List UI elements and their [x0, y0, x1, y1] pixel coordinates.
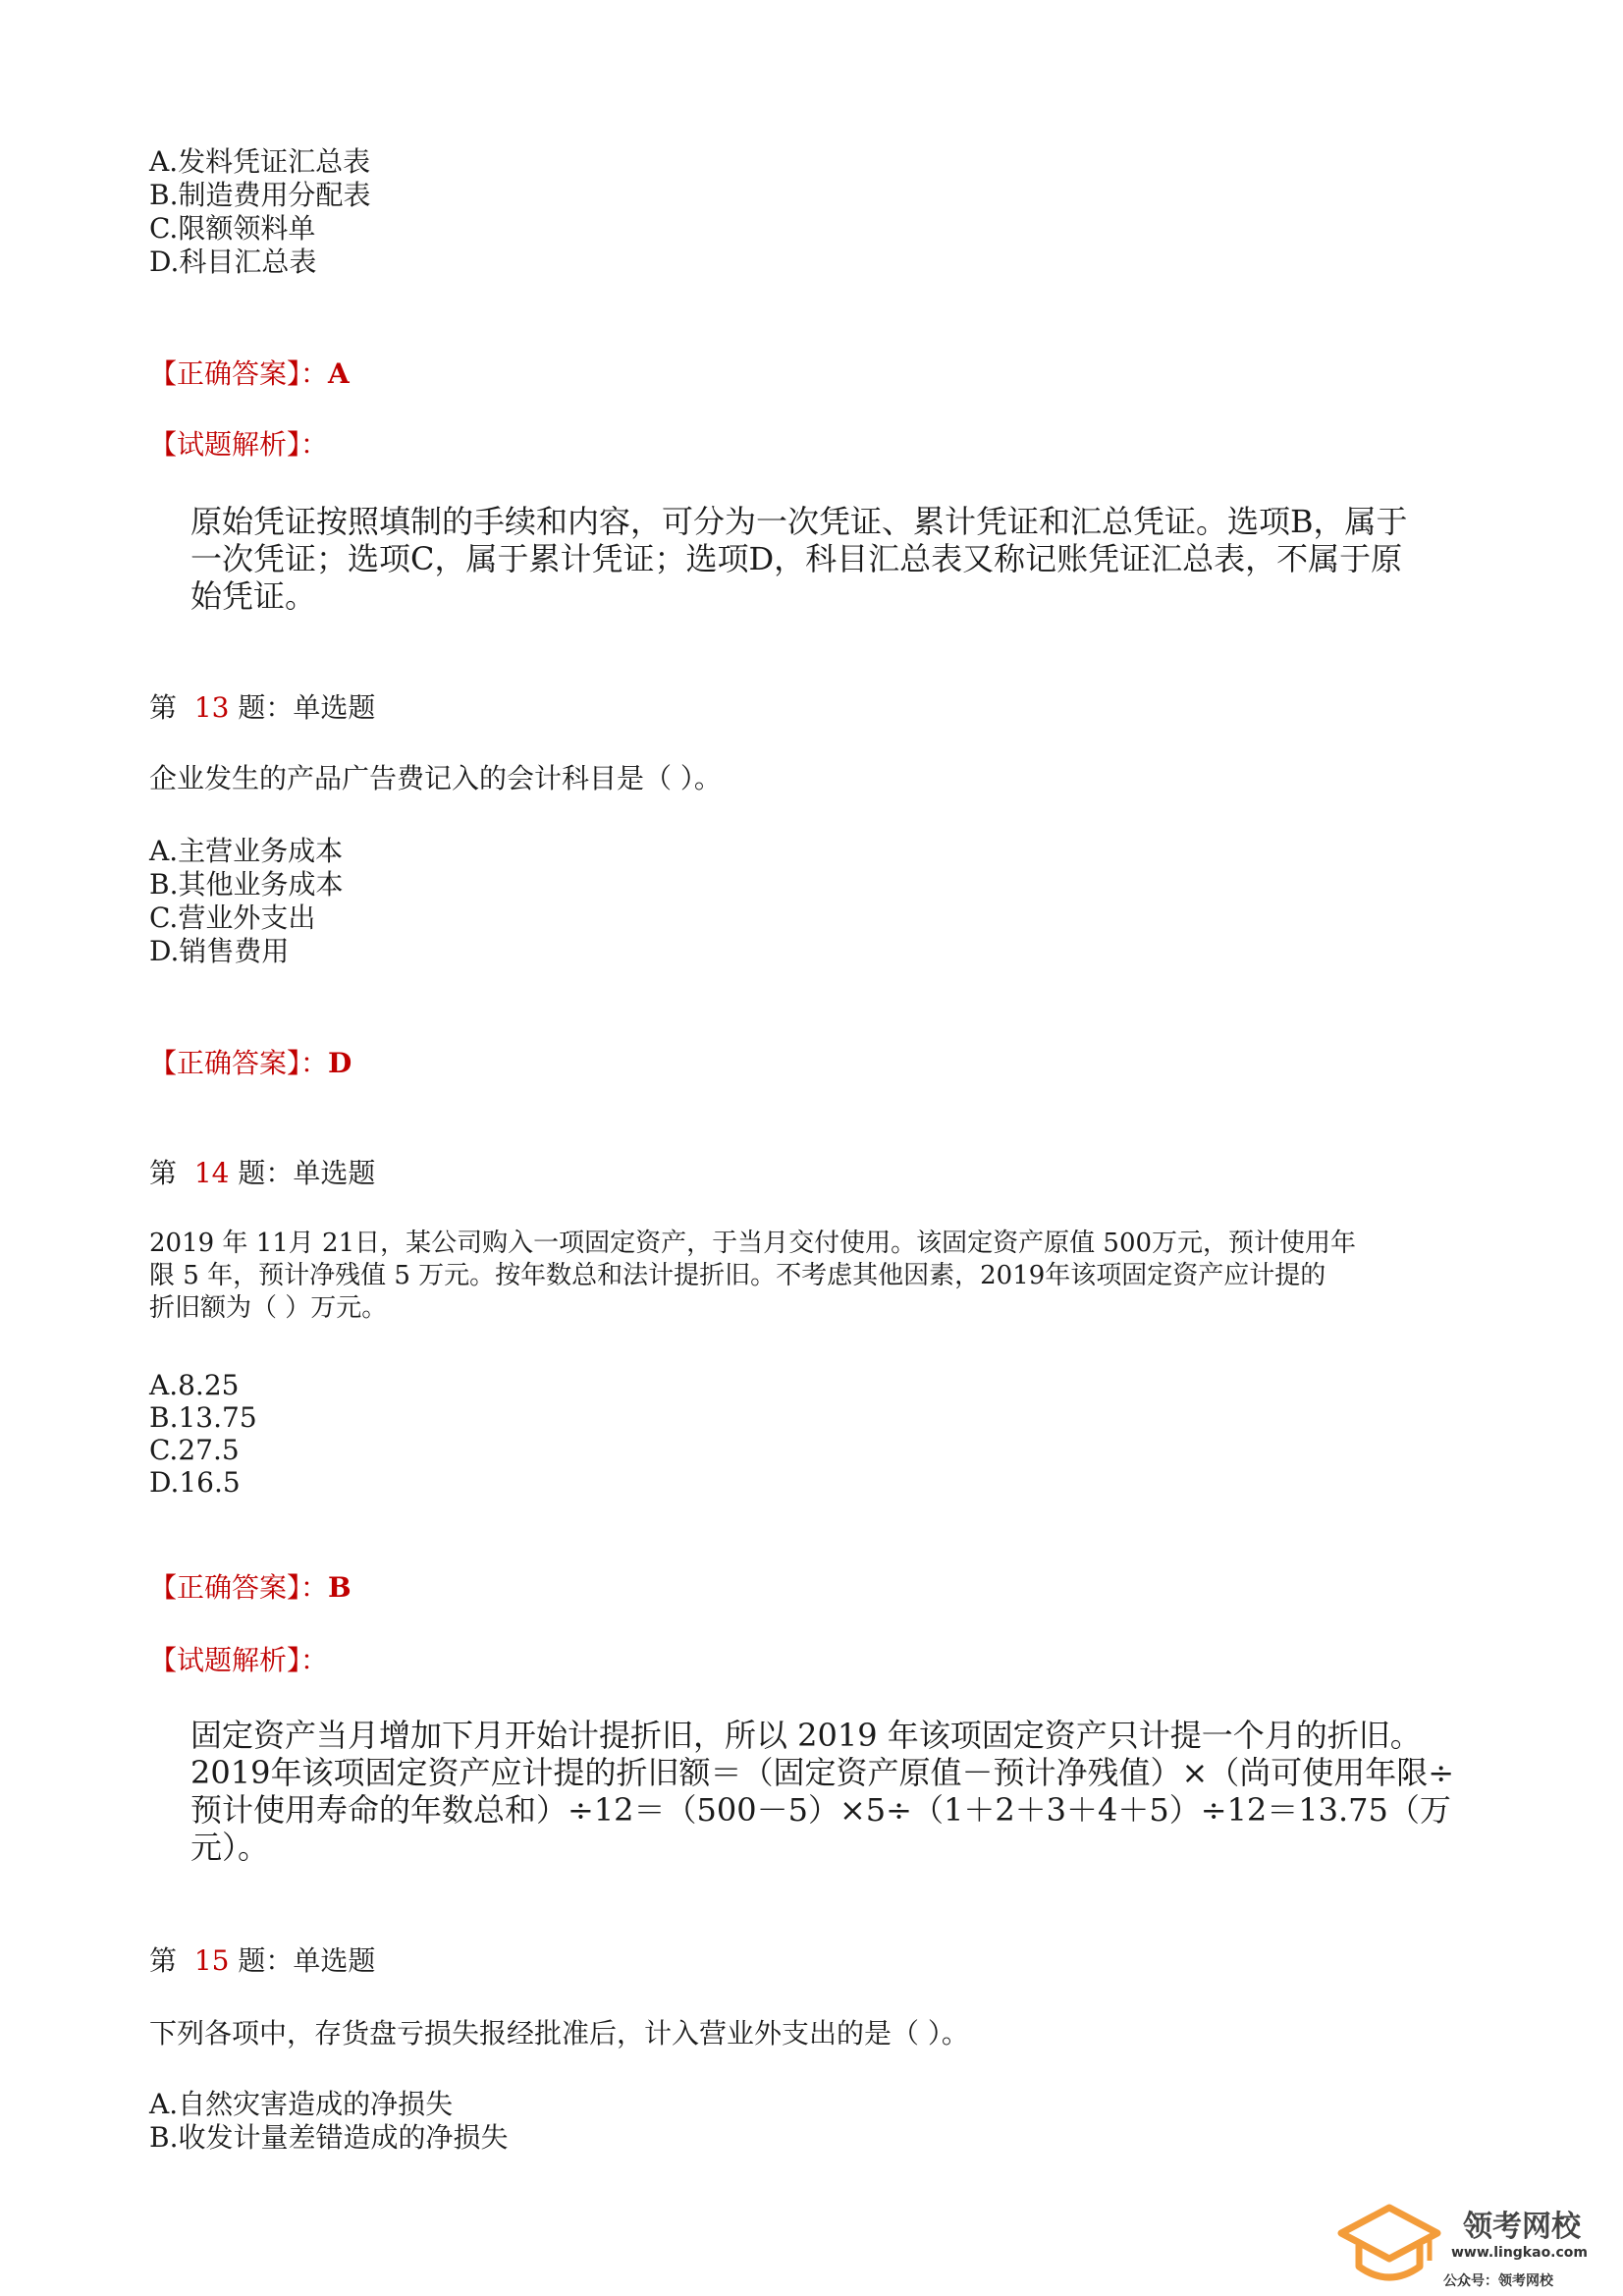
lingkao-logo [1335, 2200, 1591, 2290]
q14-stem-line: 折旧额为（ ）万元。 [149, 1293, 388, 1323]
q15-stem-text: 下列各项中，存货盘亏损失报经批准后，计入营业外支出的是（ ）。 [149, 2017, 969, 2050]
q14-analysis-label: 【试题解析】： [149, 1644, 329, 1676]
q15-option-a: A.自然灾害造成的净损失 [149, 2088, 454, 2120]
logo-public-account: 公众号：领考网校 [1443, 2273, 1553, 2289]
graduation-cap-icon [1335, 2200, 1443, 2290]
q12-answer-value: A [328, 357, 350, 390]
q15-suffix: 题：单选题 [238, 1944, 376, 1977]
q13-heading [149, 691, 375, 725]
q14-option-a: A.8.25 [149, 1369, 240, 1401]
q14-option-b: B.13.75 [149, 1401, 257, 1434]
q15-option-b: B.收发计量差错造成的净损失 [149, 2121, 509, 2154]
q14-stem [149, 1228, 1356, 1325]
q13-option-d: D.销售费用 [149, 935, 290, 967]
q14-analysis-line: 固定资产当月增加下月开始计提折旧，所以 2019 年该项固定资产只计提一个月的折旧。 [190, 1717, 1422, 1754]
q12-option-a: A.发料凭证汇总表 [149, 145, 371, 178]
q12-analysis-line: 原始凭证按照填制的手续和内容，可分为一次凭证、累计凭证和汇总凭证。选项B，属于 [190, 503, 1408, 540]
q13-number: 13 [193, 691, 230, 724]
q14-answer [149, 1571, 352, 1605]
q12-analysis-label: 【试题解析】： [149, 428, 329, 461]
q14-stem-line: 2019 年 11月 21日，某公司购入一项固定资产，于当月交付使用。该固定资产原值 500万元，预计使用年 [149, 1229, 1357, 1258]
q14-prefix: 第 [149, 1157, 178, 1189]
q14-option-c: C.27.5 [149, 1434, 240, 1466]
q12-option-b: B.制造费用分配表 [149, 179, 371, 211]
q12-analysis-line: 一次凭证；选项C，属于累计凭证；选项D，科目汇总表又称记账凭证汇总表，不属于原 [190, 540, 1403, 577]
q13-prefix: 第 [149, 691, 178, 724]
q12-option-d: D.科目汇总表 [149, 246, 317, 278]
q13-option-c: C.营业外支出 [149, 902, 316, 934]
q13-answer-label: 【正确答案】： [149, 1047, 329, 1079]
q14-heading [149, 1157, 375, 1190]
q12-analysis-line: 始凭证。 [190, 577, 317, 615]
q12-answer-label: 【正确答案】： [149, 357, 329, 390]
q15-heading [149, 1944, 375, 1978]
q14-analysis-line: 预计使用寿命的年数总和）÷12＝（500－5）×5÷（1＋2＋3＋4＋5）÷12＝13.75（万 [190, 1791, 1451, 1829]
q12-answer [149, 357, 350, 391]
q12-analysis-text [190, 503, 1487, 615]
q14-analysis-text [190, 1717, 1487, 1866]
q13-option-b: B.其他业务成本 [149, 868, 344, 901]
q14-analysis-line: 元）。 [190, 1829, 270, 1866]
q15-stem [149, 2017, 969, 2050]
q14-number: 14 [193, 1157, 230, 1189]
q14-option-d: D.16.5 [149, 1466, 241, 1499]
logo-url: www.lingkao.com [1451, 2245, 1589, 2261]
q12-option-c: C.限额领料单 [149, 212, 316, 245]
q14-suffix: 题：单选题 [238, 1157, 376, 1189]
q15-prefix: 第 [149, 1944, 178, 1977]
q13-option-a: A.主营业务成本 [149, 835, 344, 867]
logo-name: 领考网校 [1463, 2210, 1581, 2244]
q14-answer-label: 【正确答案】： [149, 1571, 329, 1604]
q14-analysis-line: 2019年该项固定资产应计提的折旧额＝（固定资产原值－预计净残值）×（尚可使用年限÷ [190, 1754, 1455, 1791]
q14-answer-value: B [328, 1571, 352, 1604]
q13-answer [149, 1047, 352, 1080]
q13-answer-value: D [328, 1047, 352, 1079]
q14-stem-line: 限 5 年，预计净残值 5 万元。按年数总和法计提折旧。不考虑其他因素，2019年该项固定资产应计提的 [149, 1261, 1326, 1290]
q13-stem [149, 762, 722, 794]
q13-suffix: 题：单选题 [238, 691, 376, 724]
q15-number: 15 [193, 1944, 230, 1977]
q13-stem-text: 企业发生的产品广告费记入的会计科目是（ ）。 [149, 762, 722, 794]
